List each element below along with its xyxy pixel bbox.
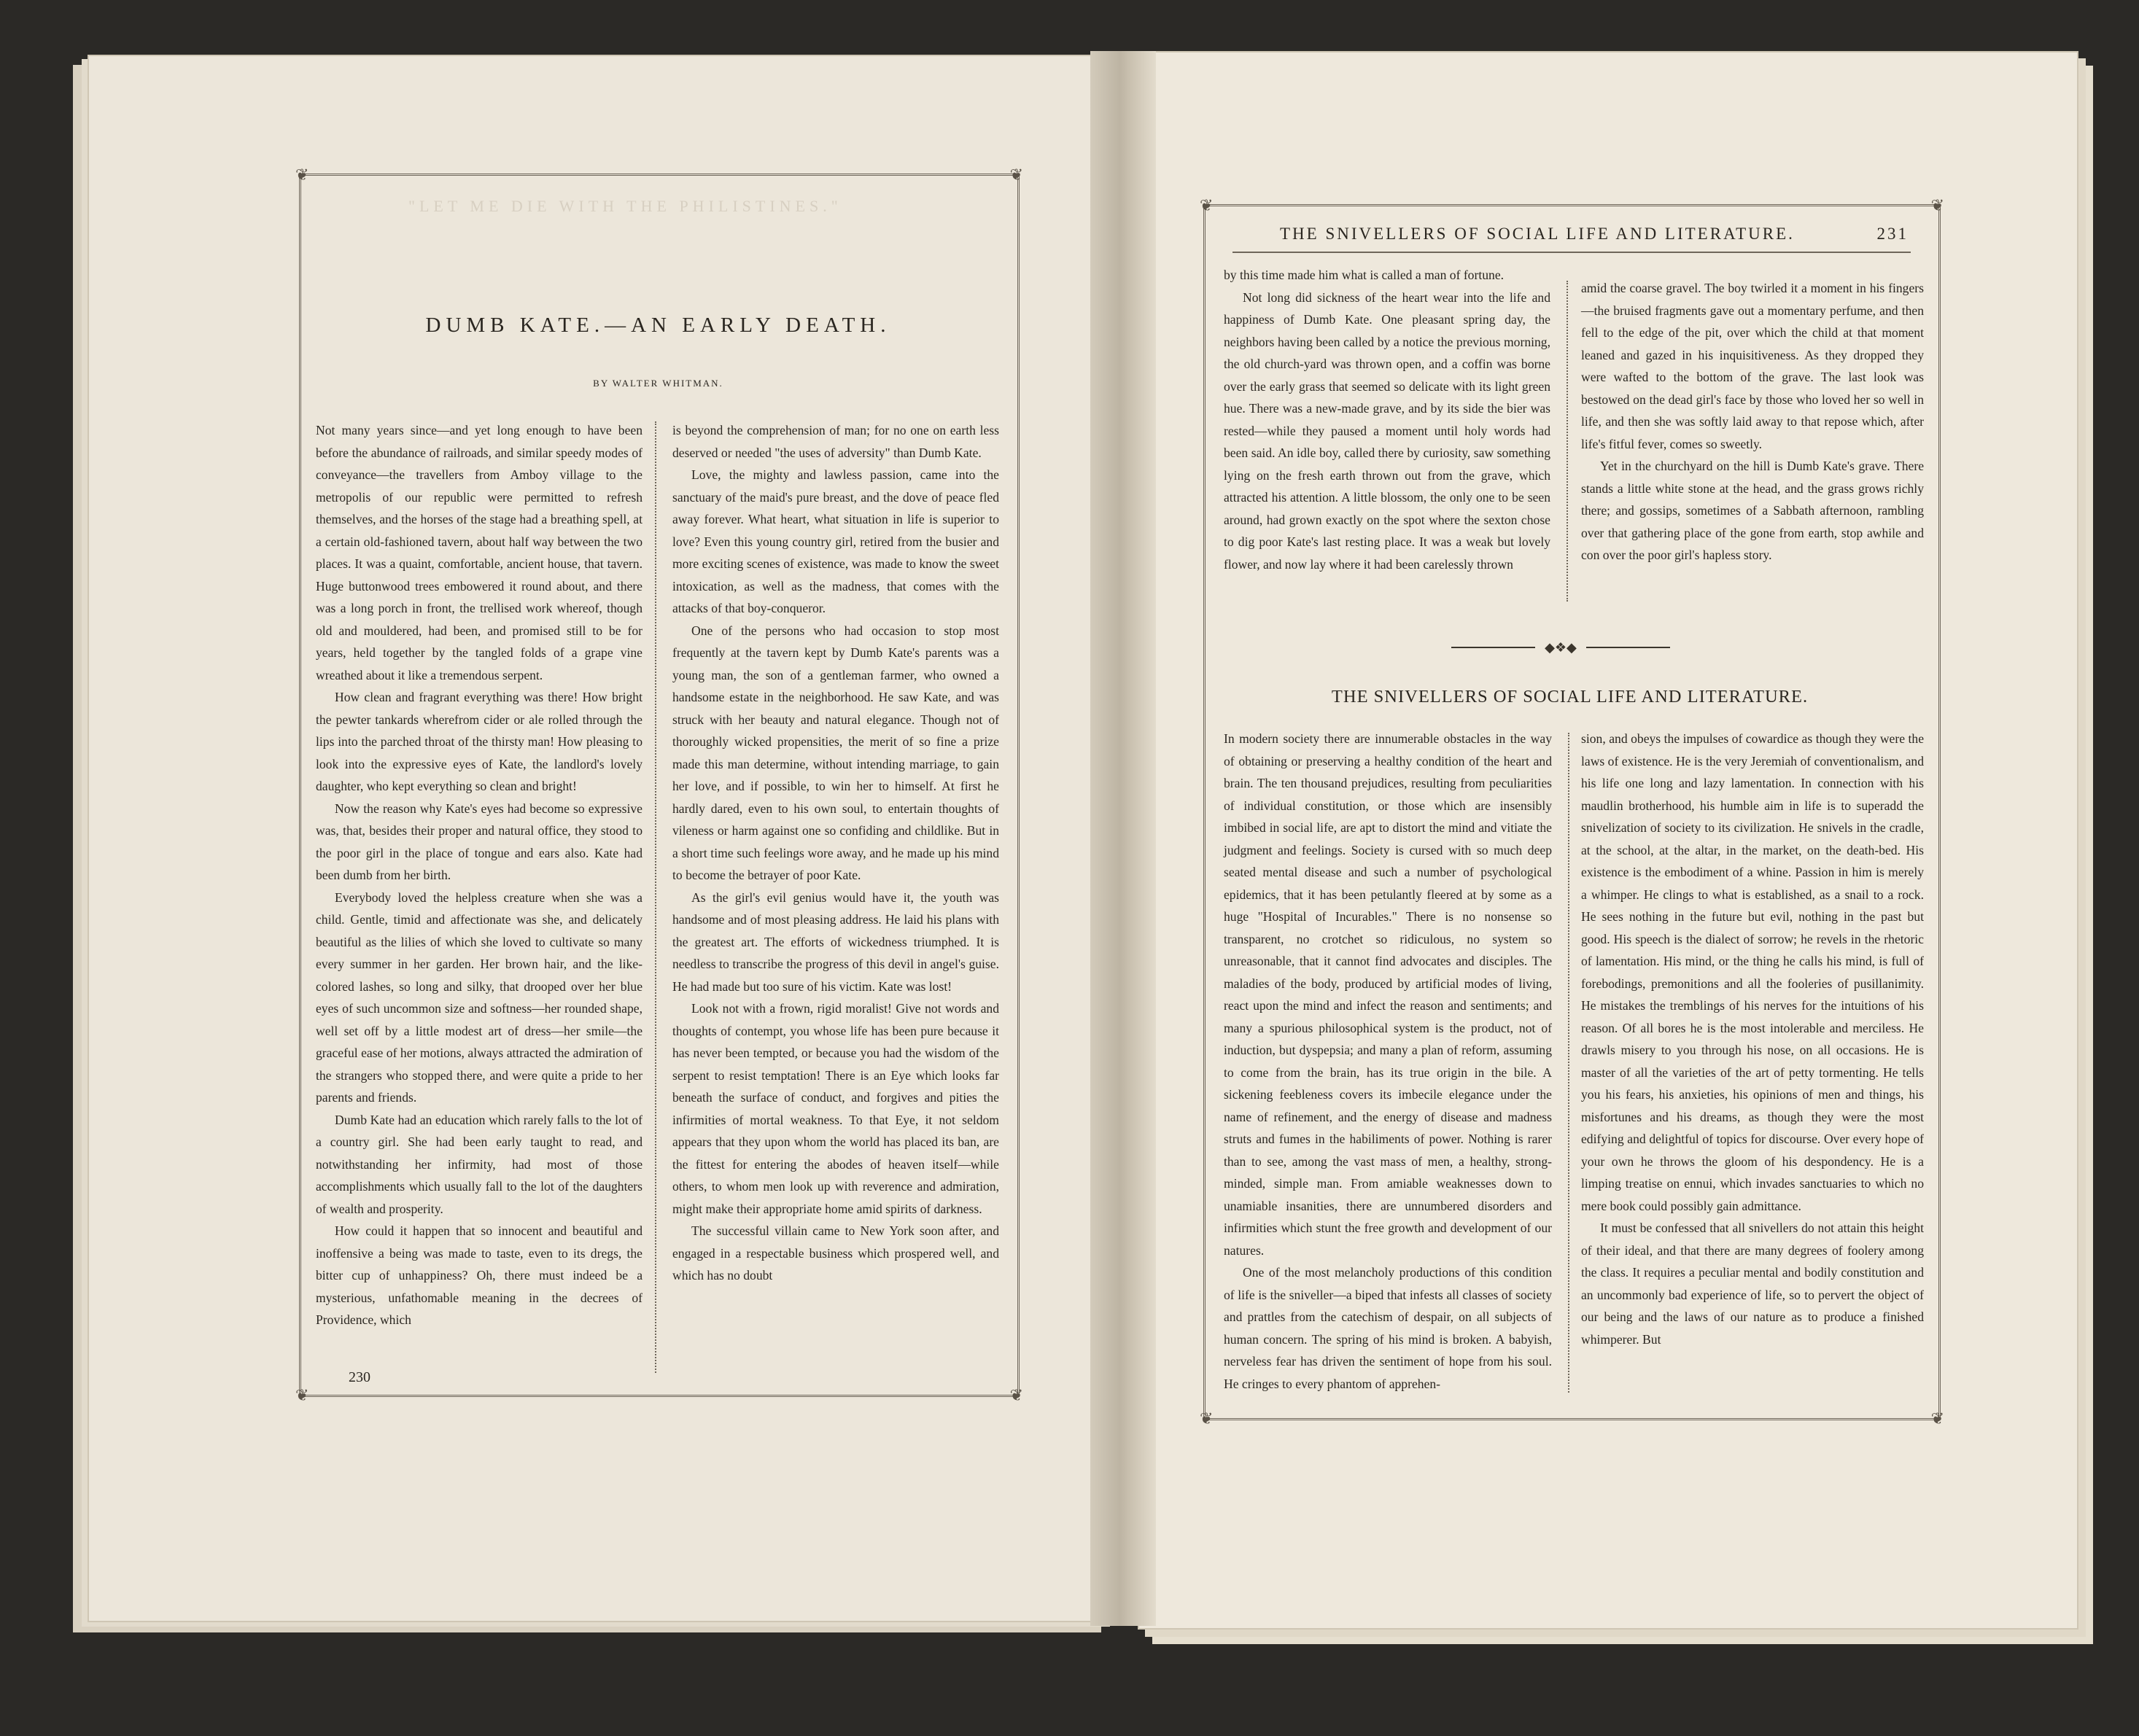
paragraph: Not long did sickness of the heart wear into the life and happiness of Dumb Kate. One pleasant spring day, the neighbors having been called by a notice the previous morning, the old church-yard was thrown open, and a coffin was borne over the early grass that seemed so delicate with its light green hue. There was a new-made grave, and by its side the bier was rested—while they paused a moment until holy words had been said. An idle boy, called there by curiosity, saw something lying on the fresh earth thrown out from the grave, which attracted his attention. A little blossom, the only one to be seen around, had grown exactly on the spot where the sexton chose to dig poor Kate's last resting place. It was a weak but lovely flower, and now lay where it had been carelessly thrown [1224, 289, 1550, 572]
article-title-dumb-kate: DUMB KATE.—AN EARLY DEATH. [425, 314, 891, 337]
paragraph: is beyond the comprehension of man; for no one on earth less deserved or needed "the uses of adversity" than Dumb Kate. [672, 423, 999, 460]
paragraph: amid the coarse gravel. The boy twirled it a moment in his fingers—the bruised fragments gave out a momentary perfume, and then fell to the edge of the pit, over which the child at that moment leaned and gazed in his inquisitiveness. As they dropped they were wafted to the bottom of the grave. The last look was bestowed on the dead girl's face by those who loved her so well in life, and then she was softly laid away to that repose which, after life's fitful fever, comes so sweetly. [1581, 281, 1924, 451]
right-top-column-2 [1581, 277, 1924, 567]
corner-ornament-icon: ❦ [1200, 196, 1214, 214]
paragraph: Yet in the churchyard on the hill is Dumb Kate's grave. There stands a little white stone at the head, and the grass grows richly there; and gossips, sometimes of a Sabbath afternoon, rambling over that gathering place of the gone from earth, stop awhile and con over the poor girl's hapless story. [1581, 459, 1924, 562]
column-divider [1568, 733, 1569, 1393]
paragraph: Love, the mighty and lawless passion, came into the sanctuary of the maid's pure breast, and the dove of peace fled away forever. What heart, what situation in life is superior to love? Even this young country girl, retired from the busier and more exciting scenes of existence, was made to know the sweet intoxication, as well as the madness, that comes with the attacks of that boy-conqueror. [672, 467, 999, 615]
column-divider [1567, 281, 1568, 602]
right-bottom-column-2 [1581, 728, 1924, 1350]
paragraph: Not many years since—and yet long enough to have been before the abundance of railroads, and similar speedy modes of conveyance—the travellers from Amboy village to the metropolis of our republic were permitted to refresh themselves, and the horses of the stage had a breathing spell, at a certain old-fashioned tavern, about half way between the two places. It was a quaint, comfortable, ancient house, that tavern. Huge buttonwood trees embowered it round about, and there was a long porch in front, the trellised work whereof, though old and mouldered, had been, and promised still to be for years, held together by the tangled folds of a grape vine wreathed about it like a tremendous serpent. [316, 423, 643, 682]
corner-ornament-icon: ❦ [1930, 1409, 1944, 1428]
corner-ornament-icon: ❦ [1009, 166, 1023, 184]
paragraph: How could it happen that so innocent and beautiful and inoffensive a being was made to taste, even to its dregs, the bitter cup of unhappiness? Oh, there must indeed be a mysterious, unfathomable meaning in the decrees of Providence, which [316, 1223, 643, 1327]
corner-ornament-icon: ❦ [1009, 1386, 1023, 1404]
corner-ornament-icon: ❦ [1200, 1409, 1214, 1428]
left-column-2 [672, 419, 999, 1287]
right-top-column-1 [1224, 264, 1550, 575]
byline: BY WALTER WHITMAN. [593, 378, 723, 389]
paragraph: The successful villain came to New York soon after, and engaged in a respectable business which prospered well, and which has no doubt [672, 1223, 999, 1282]
corner-ornament-icon: ❦ [1930, 196, 1944, 214]
paragraph: As the girl's evil genius would have it, the youth was handsome and of most pleasing address. He laid his plans with the greatest art. The efforts of wickedness triumphed. It is needless to transcribe the progress of this devil in angel's guise. He had made but too sure of his victim. Kate was lost! [672, 890, 999, 994]
corner-ornament-icon: ❦ [295, 166, 309, 184]
left-column-1 [316, 419, 643, 1331]
running-head-title: THE SNIVELLERS OF SOCIAL LIFE AND LITERATURE. [1280, 225, 1795, 243]
paragraph: Everybody loved the helpless creature when she was a child. Gentle, timid and affectionate was she, and delicately beautiful as the lilies of which she loved to cultivate so many every summer in her garden. Her brown hair, and the like-colored lashes, so long and silky, that drooped over her blue eyes of such uncommon size and softness—her rounded shape, well set off by a little modest art of dress—her smile—the graceful ease of her motions, always attracted the admiration of the strangers who stopped there, and were quite a pride to her parents and friends. [316, 890, 643, 1105]
page-number-right: 231 [1876, 225, 1909, 243]
show-through-text: "LET ME DIE WITH THE PHILISTINES." [408, 197, 842, 215]
corner-ornament-icon: ❦ [295, 1386, 309, 1404]
paragraph: One of the most melancholy productions of this condition of life is the sniveller—a biped that infests all classes of society and prattles from the catechism of despair, on all subjects of human concern. The spring of his mind is broken. A babyish, nerveless fear has driven the sentiment of hope from his soul. He cringes to every phantom of apprehen- [1224, 1265, 1552, 1391]
page-number-left: 230 [349, 1369, 370, 1385]
paragraph: sion, and obeys the impulses of cowardice as though they were the laws of existence. He is the very Jeremiah of conventionalism, and his life one long and lazy lamentation. In connection with his maudlin brotherhood, his humble aim in life is to superadd the snivelization of society to its civilization. He snivels in the cradle, at the school, at the altar, in the market, on the death-bed. His existence is the embodiment of a whine. Passion in him is merely a whimper. He clings to what is established, as a snail to a rock. He sees nothing in the future but evil, nothing in the past but good. His speech is the dialect of sorrow; he revels in the rhetoric of lamentation. His mind, or the thing he calls his mind, is full of forebodings, premonitions and all the fooleries of pusillanimity. He mistakes the tremblings of his nerves for the intuitions of his reason. Of all bores he is the most intolerable and merciless. He drawls misery to you through his nose, on all occasions. He is master of all the varieties of the art of petty tormenting. He tells you his fears, his anxieties, his opinions of men and things, his misfortunes and his dreams, as though they were the most edifying and delightful of topics for discourse. Over every hope of your own he throws the gloom of his despondency. He is a limping treatise on ennui, which invades sanctuaries to which no mere book could possibly gain admittance. [1581, 731, 1924, 1213]
paragraph: It must be confessed that all snivellers do not attain this height of their ideal, and that there are many degrees of foolery among the class. It requires a peculiar mental and bodily constitution and an uncommonly bad experience of life, so to pervert the object of our being and the laws of our nature as to produce a finished whimperer. But [1581, 1221, 1924, 1347]
section-ornament-icon: ◆❖◆ [1451, 640, 1670, 655]
column-divider [655, 421, 656, 1373]
paragraph: Now the reason why Kate's eyes had become so expressive was, that, besides their proper and natural office, they stood to the poor girl in the place of tongue and ears also. Kate had been dumb from her birth. [316, 801, 643, 882]
paragraph: Look not with a frown, rigid moralist! Give not words and thoughts of contempt, you whose life has been pure because it has never been tempted, or because you had the wisdom of the serpent to resist temptation! There is an Eye which looks far beneath the surface of conduct, and forgives and pities the infirmities of mortal weakness. To that Eye, it not seldom appears that they upon whom the world has placed its ban, are the fittest for entering the abodes of heaven itself—while others, to whom men look up with reverence and admiration, might make their appropriate home amid spirits of darkness. [672, 1001, 999, 1216]
paragraph: Dumb Kate had an education which rarely falls to the lot of a country girl. She had been early taught to read, and notwithstanding her infirmity, had most of those accomplishments which usually fall to the lot of the daughters of wealth and prosperity. [316, 1112, 643, 1216]
paragraph: How clean and fragrant everything was there! How bright the pewter tankards wherefrom cider or ale rolled through the lips into the parched throat of the thirsty man! How pleasing to look into the expressive eyes of Kate, the landlord's lovely daughter, who kept everything so clean and bright! [316, 690, 643, 793]
paragraph: by this time made him what is called a man of fortune. [1224, 268, 1505, 282]
right-bottom-column-1 [1224, 728, 1552, 1395]
paragraph: One of the persons who had occasion to stop most frequently at the tavern kept by Dumb Kate's parents was a young man, the son of a gentleman farmer, who owned a handsome estate in the neighborhood. He saw Kate, and was struck with her beauty and natural elegance. Though not of thoroughly wicked propensities, the merit of so fine a prize made this man determine, without intending marriage, to gain her love, and if possible, to win her to himself. At first he hardly dared, even to his own soul, to entertain thoughts of vileness or harm against one so confiding and childlike. But in a short time such feelings wore away, and he made up his mind to become the betrayer of poor Kate. [672, 623, 999, 882]
header-rule [1232, 252, 1911, 253]
article-title-snivellers: THE SNIVELLERS OF SOCIAL LIFE AND LITERATURE. [1331, 687, 1809, 707]
paragraph: In modern society there are innumerable obstacles in the way of obtaining or preserving a healthy condition of the heart and brain. The ten thousand prejudices, resulting from peculiarities of individual constitution, or those which are insensibly imbibed in social life, are apt to distort the mind and vitiate the judgment and feelings. Society is cursed with so much deep seated mental disease and such a number of psychological epidemics, that it has been petulantly fleered at by some as a huge "Hospital of Incurables." There is no nonsense so transparent, no crotchet so ridiculous, no system so unreasonable, that it cannot find advocates and disciples. The maladies of the body, produced by artificial modes of living, react upon the mind and infect the reason and sentiments; and many a spurious philosophical system is the product, not of induction, but dyspepsia; and many a plan of reform, assuming to come from the brain, has its true origin in the bile. A sickening feebleness covers its imbecile elegance under the name of refinement, and the energy of disease and madness struts and fumes in the habiliments of power. Nothing is rarer than to see, among the vast mass of men, a healthy, strong-minded, simple man. From amiable weaknesses down to unamiable insanities, there are unnumbered disorders and infirmities which stunt the free growth and development of our natures. [1224, 731, 1552, 1258]
book-gutter [1090, 51, 1156, 1626]
